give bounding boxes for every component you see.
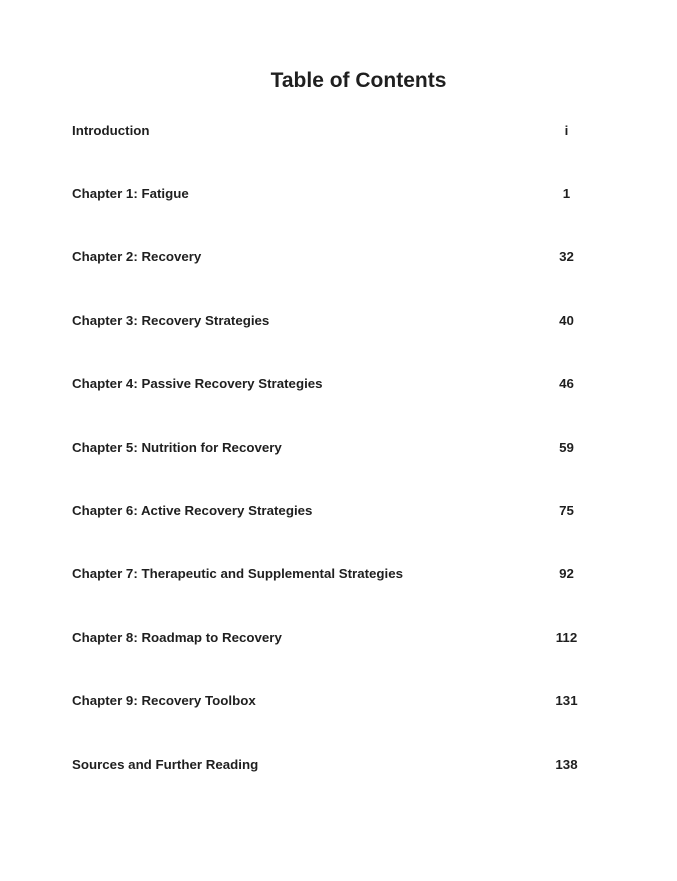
toc-row[interactable] <box>0 756 677 773</box>
toc-entry-label: Chapter 2: Recovery <box>72 249 202 264</box>
toc-row[interactable] <box>0 312 677 329</box>
toc-entry-page-number: 59 <box>559 440 574 455</box>
toc-entry-page-number: 46 <box>559 376 574 391</box>
toc-row[interactable] <box>0 502 677 519</box>
page-title: Table of Contents <box>270 69 447 92</box>
toc-entry-label: Chapter 9: Recovery Toolbox <box>72 693 256 708</box>
toc-entry-page-number: 75 <box>559 503 574 518</box>
toc-row[interactable] <box>0 629 677 646</box>
toc-entry-label: Chapter 6: Active Recovery Strategies <box>72 503 313 518</box>
toc-entry-label: Chapter 5: Nutrition for Recovery <box>72 440 282 455</box>
toc-entry-label: Chapter 3: Recovery Strategies <box>72 313 270 328</box>
toc-row[interactable] <box>0 692 677 709</box>
toc-entry-label: Chapter 4: Passive Recovery Strategies <box>72 376 323 391</box>
toc-row[interactable] <box>0 375 677 392</box>
toc-row[interactable] <box>0 565 677 582</box>
toc-entry-page-number: 131 <box>555 693 578 708</box>
toc-entry-page-number: 138 <box>555 757 578 772</box>
toc-entry-label: Chapter 1: Fatigue <box>72 186 189 201</box>
toc-entry-page-number: 1 <box>562 186 571 201</box>
toc-entry-page-number: 92 <box>559 566 574 581</box>
toc-row[interactable] <box>0 122 677 139</box>
toc-entry-page-number: 40 <box>559 313 574 328</box>
toc-row[interactable] <box>0 185 677 202</box>
toc-entry-label: Chapter 8: Roadmap to Recovery <box>72 630 282 645</box>
toc-entry-page-number: 112 <box>555 630 578 645</box>
toc-entry-page-number: 32 <box>559 249 574 264</box>
toc-entry-label: Introduction <box>72 123 150 138</box>
toc-row[interactable] <box>0 248 677 265</box>
toc-row[interactable] <box>0 439 677 456</box>
toc-entry-label: Sources and Further Reading <box>72 757 259 772</box>
toc-entry-label: Chapter 7: Therapeutic and Supplemental Strategies <box>72 566 404 581</box>
toc-entry-page-number: i <box>564 123 569 138</box>
